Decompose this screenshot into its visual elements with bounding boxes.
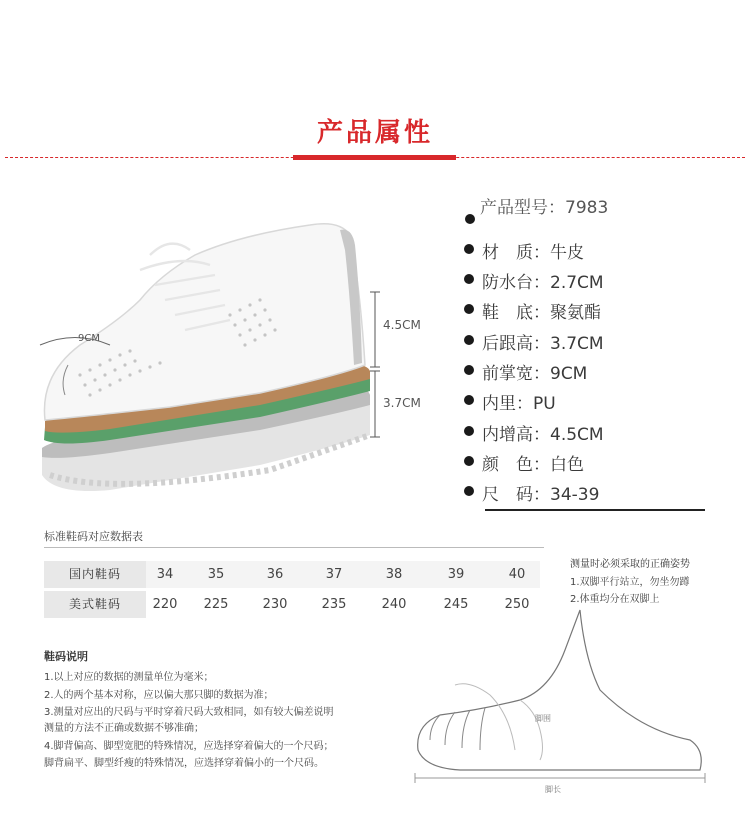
size-note: 测量的方法不正确或数据不够准确；	[44, 723, 204, 734]
size-cell: 240	[381, 597, 407, 612]
size-table-title: 标准鞋码对应数据表	[44, 530, 143, 543]
measure-step: 2.体重均分在双脚上	[570, 594, 660, 605]
spec-value: PU	[533, 394, 556, 414]
size-cell: 35	[207, 567, 225, 582]
page-title: 产品属性	[316, 118, 433, 148]
spec-value: 9CM	[550, 364, 588, 384]
size-cell: 36	[266, 567, 284, 582]
measure-step: 1.双脚平行站立，勿坐勿蹲	[570, 577, 690, 588]
spec-divider	[485, 509, 705, 511]
shoe-image	[20, 195, 440, 515]
bullet-icon	[464, 274, 474, 284]
size-cell: 250	[504, 597, 530, 612]
size-note: 1.以上对应的数据的测量单位为毫米；	[44, 672, 214, 683]
size-cell: 38	[385, 567, 403, 582]
spec-label: 防水台：	[482, 273, 550, 293]
spec-value: 白色	[550, 455, 584, 475]
spec-label: 内增高：	[482, 425, 550, 445]
spec-value: 聚氨酯	[550, 303, 601, 323]
size-cell: 230	[262, 597, 288, 612]
size-note: 2.人的两个基本对称，应以偏大那只脚的数据为准；	[44, 690, 274, 701]
size-cell: 245	[443, 597, 469, 612]
front-width-label: 9CM	[78, 333, 100, 344]
spec-label: 鞋 底：	[482, 303, 550, 323]
spec-label: 后跟高：	[482, 334, 550, 354]
size-cell: 235	[321, 597, 347, 612]
size-cell: 34	[156, 567, 174, 582]
spec-label: 颜 色：	[482, 455, 550, 475]
size-cell: 220	[152, 597, 178, 612]
bullet-icon	[464, 456, 474, 466]
spec-model: 产品型号：7983	[480, 198, 609, 218]
foot-diagram	[400, 600, 730, 800]
bullet-icon	[464, 426, 474, 436]
measure-title: 测量时必须采取的正确姿势	[570, 559, 690, 570]
size-note: 3.测量对应出的尺码与平时穿着尺码大致相同，如有较大偏差说明	[44, 707, 334, 718]
size-row-header: 国内鞋码	[44, 561, 146, 588]
spec-label: 尺 码：	[482, 485, 550, 505]
size-cell: 40	[508, 567, 526, 582]
size-cell: 225	[203, 597, 229, 612]
spec-value: 2.7CM	[550, 273, 604, 293]
heel-height-label: 3.7CM	[383, 396, 421, 410]
header-accent-bar	[293, 155, 456, 160]
size-note: 4.脚背偏高、脚型宽肥的特殊情况，应选择穿着偏大的一个尺码；	[44, 741, 334, 752]
bullet-icon	[464, 304, 474, 314]
bullet-icon	[464, 486, 474, 496]
size-note: 脚背扁平、脚型纤瘦的特殊情况，应选择穿着偏小的一个尺码。	[44, 758, 324, 769]
size-table-rule	[44, 547, 544, 548]
spec-value: 34-39	[550, 485, 600, 505]
spec-value: 3.7CM	[550, 334, 604, 354]
size-row-header: 美式鞋码	[44, 591, 146, 618]
spec-value: 牛皮	[550, 243, 584, 263]
spec-value: 4.5CM	[550, 425, 604, 445]
spec-label: 材 质：	[482, 243, 550, 263]
foot-length-label: 脚长	[545, 785, 561, 794]
bullet-icon	[464, 244, 474, 254]
bullet-icon	[464, 395, 474, 405]
bullet-icon	[464, 365, 474, 375]
spec-model-bullet	[465, 214, 475, 224]
inner-height-label: 4.5CM	[383, 318, 421, 332]
spec-label: 前掌宽：	[482, 364, 550, 384]
spec-label: 内里：	[482, 394, 533, 414]
size-notes-title: 鞋码说明	[44, 650, 88, 663]
size-cell: 39	[447, 567, 465, 582]
size-cell: 37	[325, 567, 343, 582]
foot-width-label: 脚围	[535, 714, 551, 723]
bullet-icon	[464, 335, 474, 345]
